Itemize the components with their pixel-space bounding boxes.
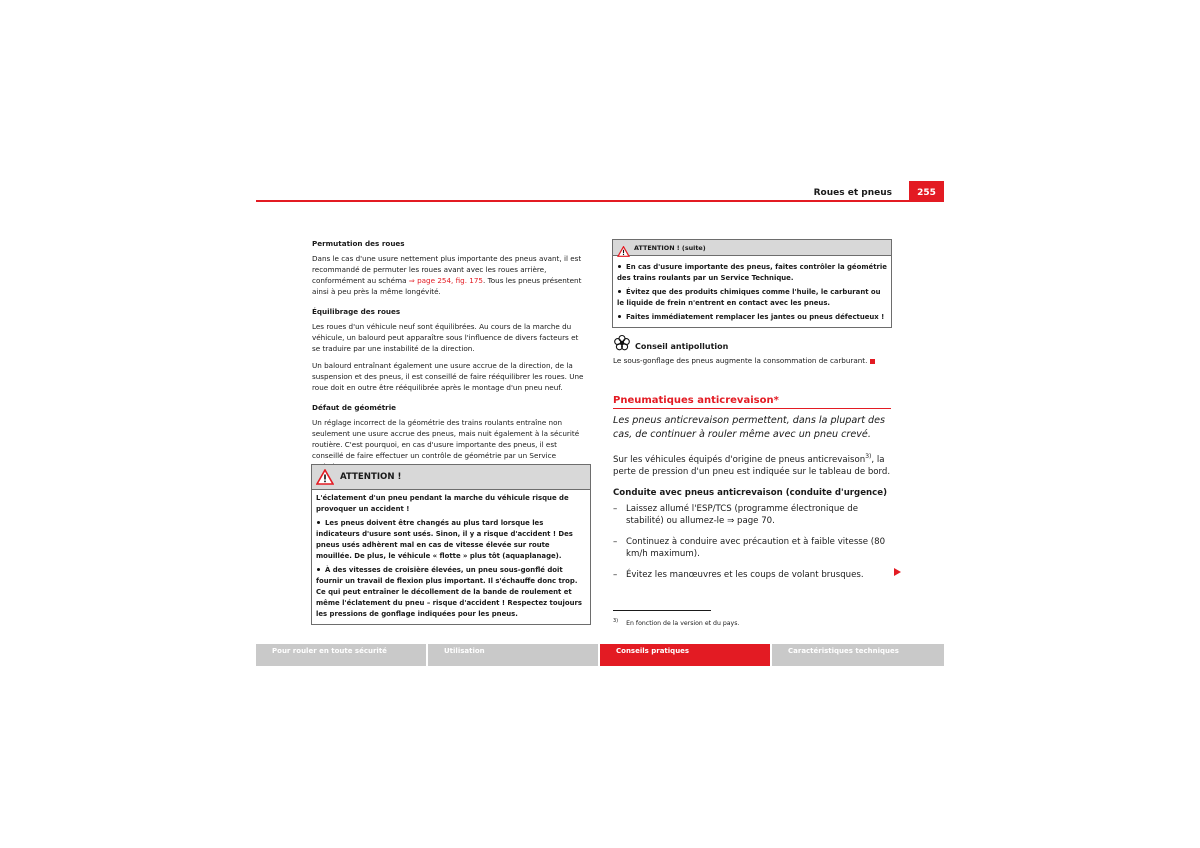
header-rule <box>256 200 944 202</box>
anticrevaison-section <box>613 395 891 590</box>
attention-suite-box <box>612 239 892 328</box>
equilibrage-heading: Équilibrage des roues <box>312 307 401 316</box>
flower-icon <box>613 334 631 352</box>
footnote <box>613 618 891 627</box>
left-column <box>312 238 588 478</box>
permutation-text: Dans le cas d'une usure nettement plus importante des pneus avant, il est recommandé de permuter les roues avant avec les roues arrière, conformément au schéma ⇒ page 254, fig. 175. Tous les pneus présentent ainsi à peu près la même longévité. <box>312 254 582 296</box>
tab-utilisation[interactable]: Utilisation <box>428 644 598 666</box>
tab-conseils-pratiques[interactable]: Conseils pratiques <box>600 644 770 666</box>
antipollution-header <box>613 334 891 352</box>
attention-suite-item: Faites immédiatement remplacer les jantes ou pneus défectueux ! <box>617 312 887 323</box>
list-item: – Continuez à conduire avec précaution et à faible vitesse (80 km/h maximum). <box>613 536 886 559</box>
bullet-icon <box>317 568 320 571</box>
antipollution-text-line <box>613 355 891 366</box>
footnote-rule <box>613 610 711 611</box>
anticrevaison-rule <box>613 408 891 409</box>
equilibrage-p1: Les roues d'un véhicule neuf sont équilibrées. Au cours de la marche du véhicule, un balourd peut apparaître sous l'influence de divers facteurs et se traduire par une instabilité de la direction. <box>312 322 579 353</box>
attention-item: Les pneus doivent être changés au plus tard lorsque les indicateurs d'usure sont usés. Sinon, il y a risque d'accident ! Des pneus usés adhèrent mal en cas de vitesse élevée sur route mouillée. De plus, le véhicule « flotte » plus tôt (aquaplanage). <box>316 519 573 560</box>
attention-header <box>312 465 590 490</box>
warning-triangle-icon <box>316 469 334 485</box>
footnote-text: En fonction de la version et du pays. <box>626 620 740 628</box>
anticrevaison-subheading: Conduite avec pneus anticrevaison (conduite d'urgence) <box>613 487 887 498</box>
continue-arrow-icon <box>894 568 901 576</box>
warning-triangle-icon <box>617 242 630 253</box>
anticrevaison-title: Pneumatiques anticrevaison* <box>613 395 779 406</box>
anticrevaison-list <box>613 503 891 581</box>
bullet-icon <box>618 265 621 268</box>
attention-suite-item: En cas d'usure importante des pneus, faites contrôler la géométrie des trains roulants par un Service Technique. <box>617 263 887 282</box>
geometrie-p1: Un réglage incorrect de la géométrie des trains roulants entraîne non seulement une usure accrue des pneus, mais nuit également à la sécurité routière. C'est pourquoi, en cas d'usure importante des pneus, il est conseillé de faire effectuer un contrôle de géométrie par un Service <box>312 418 580 460</box>
list-item: – Évitez les manœuvres et les coups de volant brusques. <box>613 569 864 580</box>
section-title: Roues et pneus <box>813 188 892 198</box>
tab-pour-rouler[interactable]: Pour rouler en toute sécurité <box>256 644 426 666</box>
attention-body <box>312 490 590 624</box>
bullet-icon <box>618 315 621 318</box>
geometrie-heading: Défaut de géométrie <box>312 403 397 412</box>
attention-suite-title: ATTENTION ! (suite) <box>634 243 706 252</box>
footnote-ref[interactable]: 3) <box>865 453 872 460</box>
attention-suite-body <box>613 256 891 327</box>
anticrevaison-p1: Sur les véhicules équipés d'origine de pneus anticrevaison$^{3)}$, la perte de pression d'un pneu est indiquée sur le tableau de bord. <box>613 453 891 477</box>
anticrevaison-lead: Les pneus anticrevaison permettent, dans la plupart des cas, de continuer à rouler même avec un pneu crevé. <box>613 415 886 440</box>
antipollution-block <box>613 334 891 366</box>
attention-intro: L'éclatement d'un pneu pendant la marche du véhicule risque de provoquer un accident ! <box>316 494 569 513</box>
list-item: – Laissez allumé l'ESP/TCS (programme électronique de stabilité) ou allumez-le ⇒ page 70. <box>613 503 859 526</box>
antipollution-title: Conseil antipollution <box>635 342 729 351</box>
bullet-icon <box>317 521 320 524</box>
attention-suite-header <box>613 240 891 256</box>
permutation-heading: Permutation des roues <box>312 239 405 248</box>
attention-item: À des vitesses de croisière élevées, un pneu sous-gonflé doit fournir un travail de flexion plus important. Il s'échauffe donc trop. Ce qui peut entraîner le décollement de la bande de roulement et même l'éclatement du pneu – risque d'accident ! Respectez toujours les pressions de gonflage indiquées pour les pneus. <box>316 566 582 618</box>
attention-suite-item: Évitez que des produits chimiques comme l'huile, le carburant ou le liquide de frein n'entrent en contact avec les pneus. <box>617 288 881 307</box>
page-link[interactable]: ⇒ page 254, fig. 175 <box>408 276 483 285</box>
equilibrage-p2: Un balourd entraînant également une usure accrue de la direction, de la suspension et des pneus, il est conseillé de faire rééquilibrer les roues. Une roue doit en outre être rééquilibrée après le montage d'un pneu neuf. <box>312 361 584 392</box>
attention-title: ATTENTION ! <box>340 472 402 482</box>
bullet-icon <box>618 290 621 293</box>
attention-box <box>311 464 591 625</box>
antipollution-text: Le sous-gonflage des pneus augmente la consommation de carburant. <box>613 356 868 365</box>
footnote-mark: 3) <box>613 618 619 624</box>
page-number: 255 <box>909 181 944 202</box>
tab-caracteristiques[interactable]: Caractéristiques techniques <box>772 644 944 666</box>
end-square-icon <box>870 359 875 364</box>
